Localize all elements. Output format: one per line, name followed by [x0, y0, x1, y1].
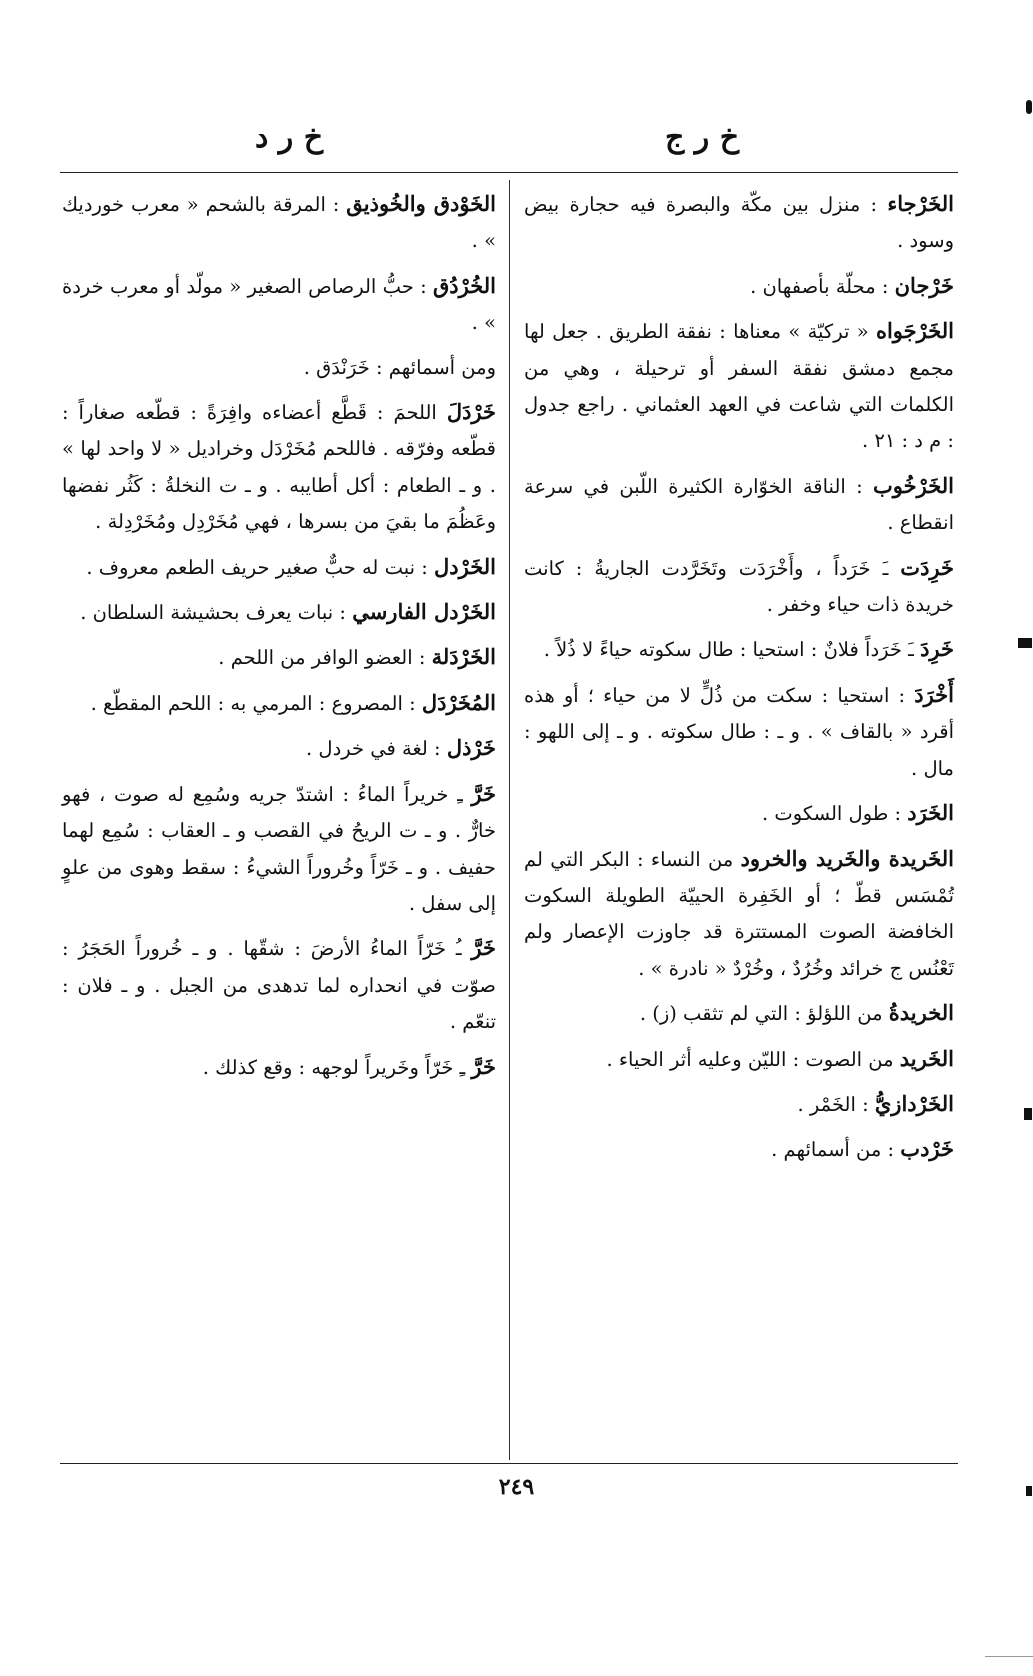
entry-headword: خَرِدَت: [900, 554, 954, 580]
dictionary-entry: [524, 631, 954, 668]
entry-definition: من النساء : البكر التي لم تُمْسَس قطّ ؛ أو الخَفِرة الحييّة الطويلة السكوت الخافضة الصوت المستترة قد جاوزت الإعصار ولم تَعْنُس ج خرائد وخُرُدٌ ، وخُرْدٌ « نادرة » .: [524, 847, 954, 980]
entry-headword: الخَرْخُوب: [873, 472, 954, 498]
entry-definition: من اللؤلؤ : التي لم تثقب (ز) .: [639, 1002, 889, 1026]
dictionary-entry: [524, 1131, 954, 1168]
margin-mark: [1018, 638, 1032, 648]
entry-definition: : من أسمائهم .: [771, 1138, 901, 1162]
entry-headword: الخَرْدازيُّ: [874, 1090, 954, 1116]
dictionary-entry: [62, 394, 496, 541]
entry-headword: خَرْدب: [900, 1136, 954, 1162]
dictionary-entry: [62, 350, 496, 386]
entry-definition: ـَ خَرَداً فلانٌ : استحيا : طال سكوته حياءً لا ذُلاً .: [543, 638, 921, 662]
dictionary-entry: [524, 468, 954, 542]
left-column: [62, 186, 496, 1094]
dictionary-entry: [524, 795, 954, 832]
entry-headword: الخَرْجاء: [887, 191, 954, 216]
dictionary-entry: [62, 549, 496, 586]
entry-definition: : طول السكوت .: [761, 802, 908, 826]
entry-definition: : المصروع : المرمي به : اللحم المقطّع .: [90, 691, 422, 715]
scan-line: [985, 1656, 1033, 1657]
entry-headword: خَرَّ: [471, 1053, 496, 1079]
dictionary-entry: [62, 594, 496, 631]
dictionary-entry: [62, 685, 496, 722]
dictionary-entry: [62, 730, 496, 767]
entry-headword: الخَرَد: [907, 800, 954, 826]
entry-definition: : محلّة بأصفهان .: [750, 274, 895, 298]
bottom-rule: [60, 1463, 958, 1464]
entry-headword: خَرْذل: [446, 735, 496, 761]
entry-definition: اللحمَ : قَطَّع أعضاءه وافِرَةً : قطّعه صغاراً : قطّعه وفرّقه . فاللحم مُخَرْدَل وخراديل « لا واحد لها » . و ـ الطعام : أكل أطايبه . و ـ ت النخلةُ : كَثُر نفضها وعَظُمَ ما بقيَ من بسرها ، فهي مُخَرْدِل ومُخَرْدِلة .: [62, 401, 496, 534]
entry-definition: : حبُّ الرصاص الصغير « مولّد أو معرب خردة » .: [62, 274, 496, 335]
margin-mark: [1026, 1486, 1032, 1496]
entry-headword: الخَريد: [899, 1045, 954, 1071]
dictionary-entry: [524, 1041, 954, 1078]
entry-headword: الخَرْدل الفارسي: [352, 599, 496, 625]
entry-headword: أَخْرَدَ: [914, 681, 954, 707]
dictionary-entry: [62, 1049, 496, 1086]
dictionary-entry: [62, 268, 496, 342]
entry-headword: خَرْدَلَ: [446, 399, 496, 425]
entry-definition: « تركيّة » معناها : نفقة الطريق . جعل لها مجمع دمشق نفقة السفر أو ترحيلة ، وهي من الكلمات التي شاعت في العهد العثماني . راجع جدول : م د : ٢١ .: [524, 320, 954, 453]
dictionary-entry: [524, 841, 954, 988]
dictionary-entry: [524, 550, 954, 624]
entry-definition: : الخَمْر .: [797, 1092, 875, 1116]
entry-definition: ـُ خَرّاً الماءُ الأرضَ : شقّها . و ـ خُروراً الحَجَرُ : صوّت في انحداره لما تدهدى من الجبل . و ـ فلان : تنعّم .: [62, 937, 496, 1034]
entry-definition: : استحيا : سكت من ذُلٍّ لا من حياء ؛ أو هذه أقرد « بالقاف » . و ـ : طال سكوته . و ـ إلى اللهو : مال .: [524, 683, 954, 780]
page-number: ٢٤٩: [498, 1474, 535, 1500]
entry-headword: خَرَّ: [471, 935, 496, 961]
entry-headword: الخَرْدَلة: [431, 644, 496, 670]
entry-definition: : نبت له حبٌّ صغير حريف الطعم معروف .: [86, 555, 434, 579]
entry-definition: : منزل بين مكّة والبصرة فيه حجارة بيض وسود .: [524, 193, 954, 253]
entry-definition: ومن أسمائهم : خَرَنْدَق .: [303, 355, 496, 379]
entry-definition: ـِ خَرّاً وخَريراً لوجهه : وقع كذلك .: [202, 1055, 472, 1079]
entry-definition: : لغة في خردل .: [306, 737, 447, 761]
entry-definition: : المرقة بالشحم « معرب خورديك » .: [62, 193, 496, 253]
entry-headword: خَرَّ: [471, 780, 496, 806]
entry-definition: ـَ خَرَداً ، وأَخْرَدَت وتَخَرَّدت الجاريةُ : كانت خريدة ذات حياء وخفر .: [524, 556, 954, 617]
entry-headword: الخُرْدُق: [432, 272, 496, 298]
root-header-right: خ ر ج: [665, 120, 740, 155]
entry-headword: خَرْجان: [894, 272, 954, 298]
dictionary-entry: [524, 1086, 954, 1123]
column-divider: [509, 180, 510, 1460]
root-header-left: خ ر د: [255, 120, 324, 155]
dictionary-entry: [524, 995, 954, 1032]
margin-mark: [1026, 100, 1032, 114]
dictionary-entry: [62, 186, 496, 260]
entry-definition: : العضو الوافر من اللحم .: [218, 646, 432, 670]
dictionary-entry: [524, 186, 954, 260]
top-rule: [60, 172, 958, 173]
entry-definition: من الصوت : الليّن وعليه أثر الحياء .: [606, 1047, 900, 1071]
dictionary-entry: [524, 268, 954, 305]
entry-headword: الخَريدة والخَريد والخرود: [740, 845, 954, 871]
dictionary-entry: [524, 313, 954, 460]
entry-definition: : الناقة الخوّارة الكثيرة اللّبن في سرعة انقطاع .: [524, 474, 954, 535]
entry-definition: ـِ خريراً الماءُ : اشتدّ جريه وسُمِع له صوت ، فهو خارٌّ . و ـ ت الريحُ في القصب و ـ العقاب : سُمِع لهما حفيف . و ـ خَرّاً وخُروراً الشيءُ : سقط وهوى من علوٍ إلى سفل .: [62, 782, 496, 915]
entry-headword: خَرِدَ: [920, 636, 954, 662]
entry-headword: الخريدةُ: [888, 1000, 954, 1026]
dictionary-entry: [62, 639, 496, 676]
entry-headword: الخَرْدل: [434, 553, 496, 579]
entry-headword: الخَوْدق والخُوذيق: [346, 191, 496, 216]
dictionary-entry: [62, 776, 496, 923]
entry-headword: المُخَرْدَل: [421, 689, 496, 715]
dictionary-entry: [62, 930, 496, 1040]
margin-mark: [1024, 1108, 1032, 1120]
entry-headword: الخَرْجَواه: [875, 318, 954, 344]
right-column: [524, 186, 954, 1177]
dictionary-entry: [524, 677, 954, 787]
entry-definition: : نبات يعرف بحشيشة السلطان .: [80, 601, 353, 625]
